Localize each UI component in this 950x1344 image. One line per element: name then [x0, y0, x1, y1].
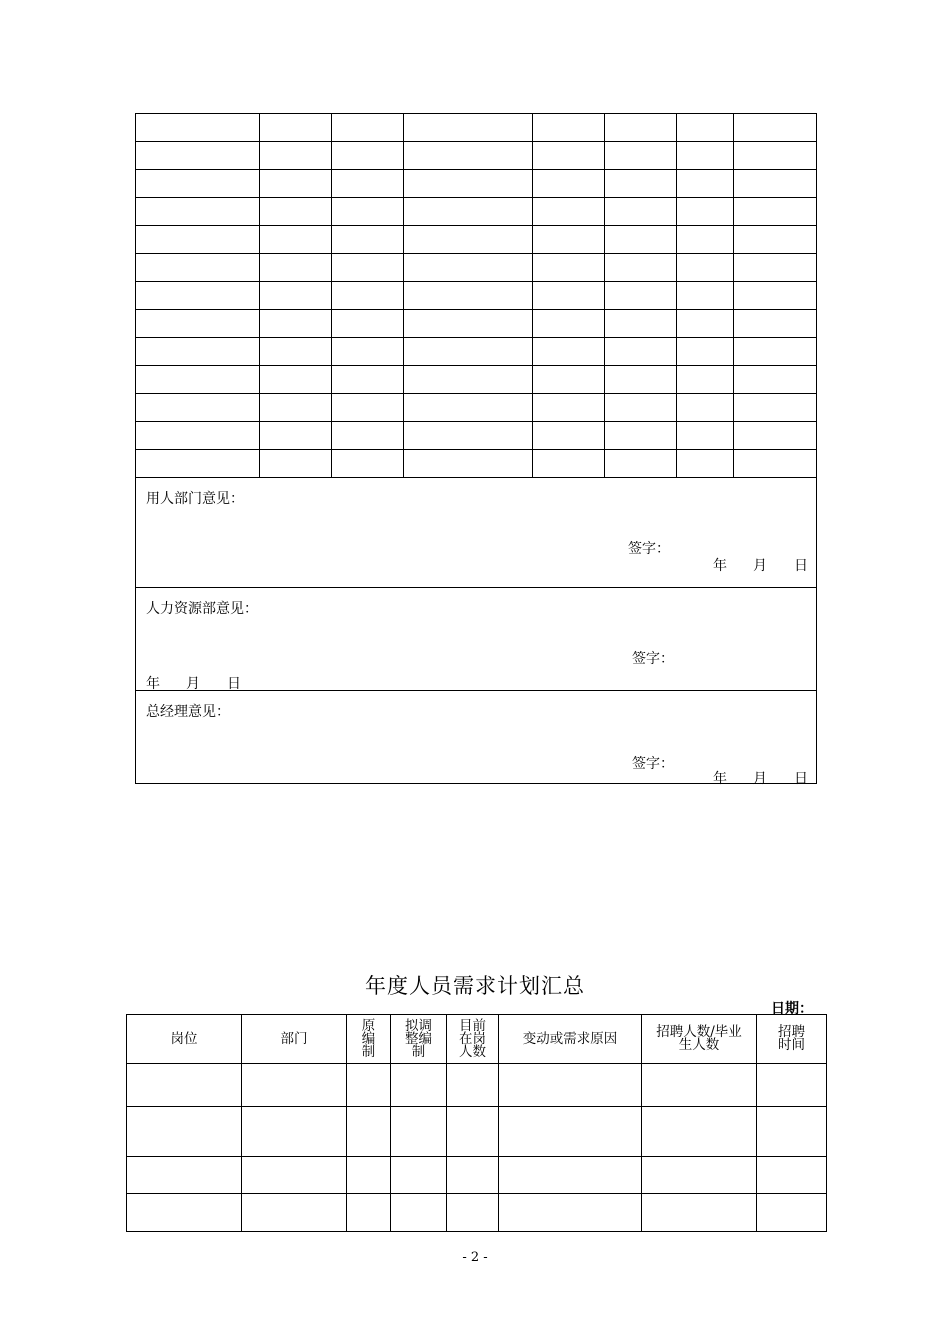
- form-grid-cell[interactable]: [260, 254, 332, 282]
- form-grid-cell[interactable]: [260, 310, 332, 338]
- form-grid-cell[interactable]: [260, 422, 332, 450]
- form-grid-cell[interactable]: [332, 170, 404, 198]
- summary-cell[interactable]: [391, 1157, 447, 1194]
- summary-cell[interactable]: [391, 1064, 447, 1107]
- form-grid-cell[interactable]: [404, 254, 533, 282]
- summary-cell[interactable]: [757, 1107, 827, 1157]
- form-grid-cell[interactable]: [734, 310, 817, 338]
- date-label: 日期：: [771, 1001, 813, 1017]
- form-grid-cell[interactable]: [332, 394, 404, 422]
- gm-opinion-row: [136, 691, 817, 784]
- form-grid-row: [136, 450, 817, 478]
- form-grid-cell[interactable]: [136, 282, 260, 310]
- header-recruit-time: 招聘时间: [757, 1015, 827, 1064]
- summary-title: 年度人员需求计划汇总: [365, 974, 585, 998]
- form-grid-cell[interactable]: [533, 394, 605, 422]
- form-grid-cell[interactable]: [404, 394, 533, 422]
- form-grid-cell[interactable]: [136, 170, 260, 198]
- form-grid-cell[interactable]: [605, 114, 677, 142]
- form-grid-cell[interactable]: [136, 198, 260, 226]
- gm-opinion-cell[interactable]: [136, 691, 817, 787]
- form-grid-cell[interactable]: [533, 282, 605, 310]
- hr-sign-label: 签字：: [632, 651, 674, 667]
- summary-cell[interactable]: [127, 1107, 242, 1157]
- form-grid-cell[interactable]: [136, 142, 260, 170]
- form-grid-cell[interactable]: [260, 450, 332, 478]
- form-grid-cell[interactable]: [136, 450, 260, 478]
- summary-cell[interactable]: [391, 1107, 447, 1157]
- form-grid-cell[interactable]: [605, 198, 677, 226]
- form-grid-cell[interactable]: [605, 142, 677, 170]
- form-grid-cell[interactable]: [404, 450, 533, 478]
- summary-cell[interactable]: [242, 1064, 347, 1107]
- header-department: 部门: [242, 1015, 347, 1064]
- summary-cell[interactable]: [642, 1107, 757, 1157]
- header-position: 岗位: [127, 1015, 242, 1064]
- form-grid-cell[interactable]: [533, 422, 605, 450]
- form-grid-cell[interactable]: [533, 450, 605, 478]
- page-number: - 2 -: [462, 1250, 488, 1265]
- summary-row: [127, 1157, 827, 1194]
- form-grid-cell[interactable]: [677, 366, 734, 394]
- summary-cell[interactable]: [499, 1064, 642, 1107]
- form-grid-cell[interactable]: [533, 226, 605, 254]
- summary-cell[interactable]: [642, 1064, 757, 1107]
- form-grid-cell[interactable]: [332, 114, 404, 142]
- form-grid-cell[interactable]: [260, 142, 332, 170]
- form-grid-cell[interactable]: [677, 338, 734, 366]
- hr-month-label: 月: [186, 676, 200, 692]
- form-grid-cell[interactable]: [332, 310, 404, 338]
- header-current-headcount: 目前在岗人数: [447, 1015, 499, 1064]
- form-grid-row: [136, 198, 817, 226]
- form-grid-cell[interactable]: [533, 170, 605, 198]
- form-grid-cell[interactable]: [677, 450, 734, 478]
- form-grid-cell[interactable]: [533, 310, 605, 338]
- form-grid-cell[interactable]: [734, 450, 817, 478]
- form-grid-cell[interactable]: [677, 310, 734, 338]
- form-grid-cell[interactable]: [734, 338, 817, 366]
- form-grid-cell[interactable]: [332, 226, 404, 254]
- form-grid-cell[interactable]: [260, 394, 332, 422]
- form-grid-cell[interactable]: [605, 366, 677, 394]
- summary-cell[interactable]: [242, 1194, 347, 1232]
- summary-row: [127, 1194, 827, 1232]
- form-grid-cell[interactable]: [734, 114, 817, 142]
- form-grid-cell[interactable]: [605, 226, 677, 254]
- gm-date: [713, 768, 808, 788]
- summary-cell[interactable]: [642, 1157, 757, 1194]
- summary-cell[interactable]: [642, 1194, 757, 1232]
- form-grid-cell[interactable]: [260, 338, 332, 366]
- summary-cell[interactable]: [757, 1157, 827, 1194]
- form-grid-cell[interactable]: [533, 114, 605, 142]
- form-grid-row: [136, 394, 817, 422]
- form-grid-cell[interactable]: [136, 338, 260, 366]
- form-grid-cell[interactable]: [734, 142, 817, 170]
- form-table: [135, 113, 817, 787]
- form-grid-cell[interactable]: [404, 114, 533, 142]
- form-grid-cell[interactable]: [260, 226, 332, 254]
- summary-cell[interactable]: [127, 1064, 242, 1107]
- form-grid-cell[interactable]: [332, 198, 404, 226]
- hr-year-label: 年: [146, 676, 160, 692]
- form-grid-cell[interactable]: [533, 254, 605, 282]
- form-grid-cell[interactable]: [404, 198, 533, 226]
- form-grid-cell[interactable]: [404, 310, 533, 338]
- form-grid-row: [136, 170, 817, 198]
- hr-opinion-cell[interactable]: [136, 588, 817, 691]
- summary-cell[interactable]: [347, 1107, 391, 1157]
- form-grid-cell[interactable]: [677, 282, 734, 310]
- form-grid-body: [136, 114, 817, 478]
- form-grid-cell[interactable]: [533, 338, 605, 366]
- form-grid-cell[interactable]: [533, 198, 605, 226]
- summary-cell[interactable]: [242, 1157, 347, 1194]
- form-grid-cell[interactable]: [260, 170, 332, 198]
- form-grid-cell[interactable]: [734, 170, 817, 198]
- header-proposed-staffing: 拟调整编制: [391, 1015, 447, 1064]
- form-grid-cell[interactable]: [605, 450, 677, 478]
- summary-row: [127, 1064, 827, 1107]
- form-grid-cell[interactable]: [332, 282, 404, 310]
- form-grid-cell[interactable]: [677, 254, 734, 282]
- gm-day-label: 日: [794, 771, 808, 787]
- form-grid-cell[interactable]: [734, 282, 817, 310]
- header-recruit-count: 招聘人数/毕业生人数: [642, 1015, 757, 1064]
- header-change-reason: 变动或需求原因: [499, 1015, 642, 1064]
- form-grid-row: [136, 142, 817, 170]
- hr-opinion-label: 人力资源部意见：: [146, 601, 258, 617]
- summary-body: [127, 1064, 827, 1232]
- summary-row: [127, 1107, 827, 1157]
- form-grid-cell[interactable]: [734, 366, 817, 394]
- form-grid-cell[interactable]: [136, 422, 260, 450]
- form-grid-cell[interactable]: [136, 394, 260, 422]
- form-grid-cell[interactable]: [404, 170, 533, 198]
- summary-cell[interactable]: [242, 1107, 347, 1157]
- summary-cell[interactable]: [127, 1194, 242, 1232]
- form-grid-cell[interactable]: [404, 282, 533, 310]
- summary-cell[interactable]: [347, 1194, 391, 1232]
- summary-cell[interactable]: [391, 1194, 447, 1232]
- form-grid-cell[interactable]: [677, 226, 734, 254]
- form-grid-row: [136, 114, 817, 142]
- form-grid-cell[interactable]: [404, 142, 533, 170]
- form-grid-cell[interactable]: [332, 338, 404, 366]
- form-grid-cell[interactable]: [605, 338, 677, 366]
- dept-opinion-label: 用人部门意见：: [146, 491, 244, 507]
- summary-cell[interactable]: [757, 1064, 827, 1107]
- form-grid-cell[interactable]: [734, 422, 817, 450]
- form-grid-cell[interactable]: [734, 394, 817, 422]
- form-grid-cell[interactable]: [136, 366, 260, 394]
- dept-sign-label: 签字：: [628, 541, 670, 557]
- form-grid-cell[interactable]: [605, 394, 677, 422]
- dept-opinion-row: [136, 478, 817, 588]
- form-grid-cell[interactable]: [605, 310, 677, 338]
- form-grid-cell[interactable]: [332, 366, 404, 394]
- summary-header-row: [127, 1015, 827, 1064]
- form-grid-cell[interactable]: [332, 450, 404, 478]
- form-grid-cell[interactable]: [332, 422, 404, 450]
- form-grid-cell[interactable]: [404, 338, 533, 366]
- form-grid-cell[interactable]: [260, 366, 332, 394]
- form-grid-cell[interactable]: [734, 226, 817, 254]
- form-grid-cell[interactable]: [677, 114, 734, 142]
- form-grid-cell[interactable]: [605, 254, 677, 282]
- form-grid-cell[interactable]: [677, 422, 734, 450]
- form-grid-cell[interactable]: [136, 310, 260, 338]
- summary-cell[interactable]: [447, 1194, 499, 1232]
- form-grid-row: [136, 338, 817, 366]
- gm-opinion-label: 总经理意见：: [146, 704, 230, 720]
- dept-year-label: 年: [713, 558, 727, 574]
- form-grid-row: [136, 310, 817, 338]
- summary-cell[interactable]: [499, 1107, 642, 1157]
- form-grid-cell[interactable]: [605, 170, 677, 198]
- dept-date: [713, 555, 808, 575]
- dept-month-label: 月: [753, 558, 767, 574]
- form-grid-cell[interactable]: [404, 422, 533, 450]
- form-grid-cell[interactable]: [136, 226, 260, 254]
- summary-table: [126, 1014, 827, 1232]
- form-grid-cell[interactable]: [734, 198, 817, 226]
- summary-cell[interactable]: [127, 1157, 242, 1194]
- summary-cell[interactable]: [499, 1157, 642, 1194]
- form-grid-cell[interactable]: [136, 114, 260, 142]
- form-grid-cell[interactable]: [677, 394, 734, 422]
- form-grid-cell[interactable]: [605, 422, 677, 450]
- summary-cell[interactable]: [347, 1064, 391, 1107]
- summary-cell[interactable]: [447, 1157, 499, 1194]
- dept-day-label: 日: [794, 558, 808, 574]
- summary-cell[interactable]: [499, 1194, 642, 1232]
- gm-month-label: 月: [753, 771, 767, 787]
- gm-sign-label: 签字：: [632, 756, 674, 772]
- hr-day-label: 日: [227, 676, 241, 692]
- form-grid-cell[interactable]: [136, 254, 260, 282]
- form-grid-cell[interactable]: [533, 366, 605, 394]
- form-grid-cell[interactable]: [260, 282, 332, 310]
- form-grid-cell[interactable]: [260, 114, 332, 142]
- form-grid-cell[interactable]: [332, 254, 404, 282]
- summary-cell[interactable]: [447, 1064, 499, 1107]
- summary-cell[interactable]: [757, 1194, 827, 1232]
- form-grid-row: [136, 422, 817, 450]
- summary-cell[interactable]: [447, 1107, 499, 1157]
- header-original-staffing: 原编制: [347, 1015, 391, 1064]
- form-grid-cell[interactable]: [677, 198, 734, 226]
- form-grid-row: [136, 254, 817, 282]
- form-grid-cell[interactable]: [332, 142, 404, 170]
- form-grid-cell[interactable]: [677, 142, 734, 170]
- form-grid-cell[interactable]: [734, 254, 817, 282]
- hr-opinion-row: [136, 588, 817, 691]
- form-grid-row: [136, 226, 817, 254]
- form-grid-row: [136, 366, 817, 394]
- summary-cell[interactable]: [347, 1157, 391, 1194]
- form-grid-cell[interactable]: [533, 142, 605, 170]
- form-grid-cell[interactable]: [404, 366, 533, 394]
- gm-year-label: 年: [713, 771, 727, 787]
- form-grid-cell[interactable]: [605, 282, 677, 310]
- form-grid-row: [136, 282, 817, 310]
- form-grid-cell[interactable]: [677, 170, 734, 198]
- dept-opinion-cell[interactable]: [136, 478, 817, 588]
- form-grid-cell[interactable]: [260, 198, 332, 226]
- form-grid-cell[interactable]: [404, 226, 533, 254]
